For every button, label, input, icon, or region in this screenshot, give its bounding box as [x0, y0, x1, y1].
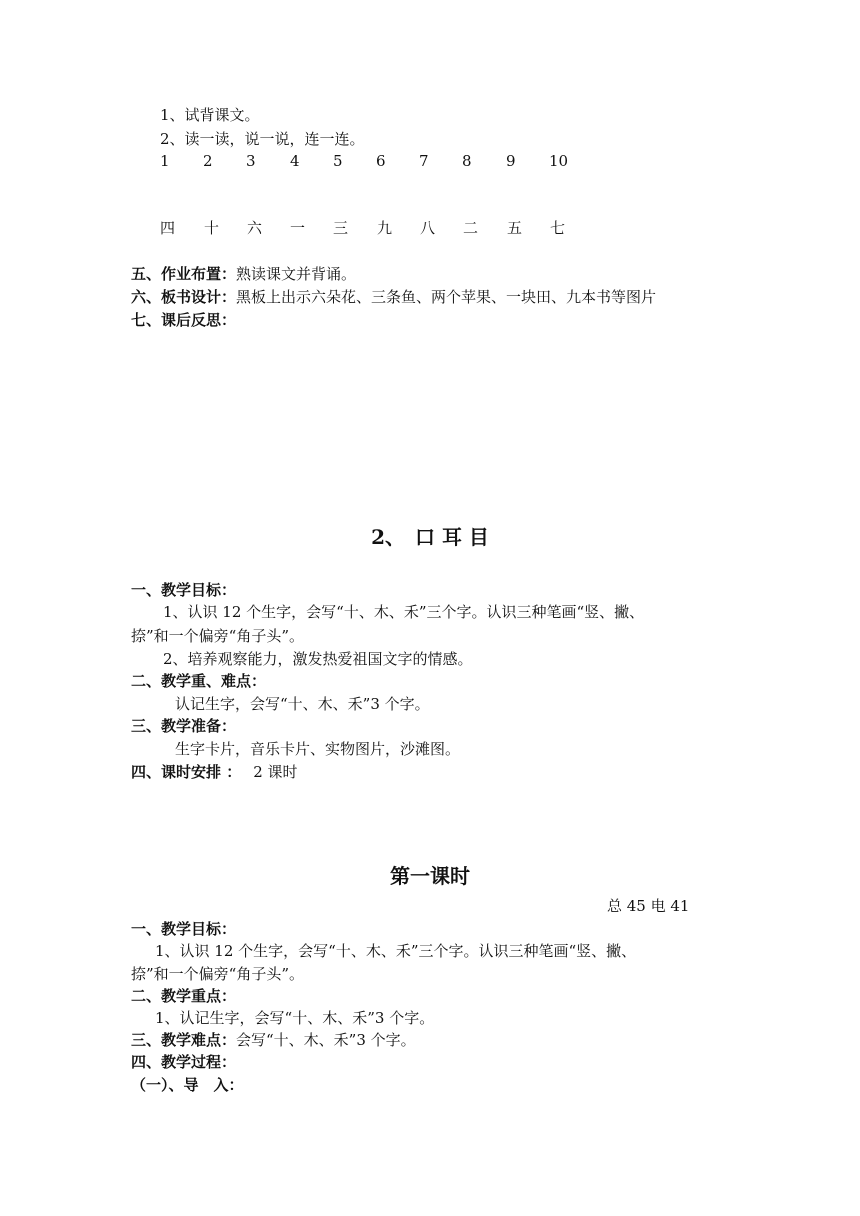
lesson-goals-label: 一、教学目标： — [131, 581, 237, 599]
lesson-prep-text: 生字卡片，音乐卡片、实物图片，沙滩图。 — [175, 740, 461, 758]
reflection-section — [131, 310, 236, 330]
chinese-number-cell: 九 — [377, 219, 393, 237]
lesson-goal-1-line-1: 1、认识 12 个生字，会写“十、木、禾”三个字。认识三种笔画“竖、撇、 — [163, 603, 645, 621]
lesson-key-text: 认记生字，会写“十、木、禾”3 个字。 — [175, 695, 430, 713]
chinese-number-cell: 四 — [160, 219, 176, 237]
lesson-prep-label: 三、教学准备： — [131, 717, 237, 735]
period-difficulty-text: 会写“十、木、禾”3 个字。 — [236, 1031, 416, 1049]
homework-label: 五、作业布置： — [131, 265, 237, 283]
chinese-number-cell: 七 — [550, 219, 566, 237]
chinese-number-cell: 六 — [247, 219, 263, 237]
chinese-number-cell: 八 — [420, 219, 436, 237]
period-process-label: 四、教学过程： — [131, 1053, 237, 1071]
chinese-number-cell: 二 — [463, 219, 479, 237]
lesson-time-label: 四、课时安排 ： — [131, 763, 242, 781]
period-difficulty-label: 三、教学难点： — [131, 1031, 237, 1049]
lesson-goal-2: 2、培养观察能力，激发热爱祖国文字的情感。 — [163, 650, 473, 668]
lesson-title: 2、 口 耳 目 — [371, 525, 489, 549]
period-goal-1-line-2: 捺”和一个偏旁“角子头”。 — [131, 965, 305, 983]
number-cell: 10 — [549, 152, 569, 170]
chinese-number-cell: 一 — [290, 219, 306, 237]
homework-text: 熟读课文并背诵。 — [236, 265, 357, 283]
number-cell: 5 — [333, 152, 343, 170]
numbers-row — [0, 151, 860, 171]
period-intro-label: （一）、导 入： — [131, 1076, 244, 1094]
chinese-numbers-row — [0, 218, 860, 238]
number-cell: 7 — [419, 152, 429, 170]
board-design-section — [131, 287, 656, 307]
board-design-label: 六、板书设计： — [131, 288, 237, 306]
exercise-item-2: 2、读一读，说一说，连一连。 — [160, 130, 365, 148]
number-cell: 4 — [290, 152, 300, 170]
exercise-item-1: 1、试背课文。 — [160, 106, 260, 124]
chinese-number-cell: 五 — [507, 219, 523, 237]
lesson-time-section — [131, 762, 298, 782]
number-cell: 9 — [506, 152, 516, 170]
chinese-number-cell: 十 — [204, 219, 220, 237]
lesson-goal-1-line-2: 捺”和一个偏旁“角子头”。 — [131, 627, 305, 645]
board-design-text: 黑板上出示六朵花、三条鱼、两个苹果、一块田、九本书等图片 — [236, 288, 657, 306]
chinese-number-cell: 三 — [333, 219, 349, 237]
period-difficulty-section — [131, 1030, 416, 1050]
number-cell: 1 — [160, 152, 170, 170]
number-cell: 6 — [376, 152, 386, 170]
homework-section — [131, 264, 356, 284]
lesson-key-label: 二、教学重、难点： — [131, 672, 267, 690]
number-cell: 3 — [246, 152, 256, 170]
reflection-label: 七、课后反思： — [131, 311, 237, 329]
period-key-text: 1、认记生字，会写“十、木、禾”3 个字。 — [155, 1009, 435, 1027]
period-key-label: 二、教学重点： — [131, 987, 237, 1005]
period-title: 第一课时 — [390, 864, 470, 888]
period-code: 总 45 电 41 — [607, 897, 690, 915]
period-goals-label: 一、教学目标： — [131, 920, 237, 938]
number-cell: 2 — [203, 152, 213, 170]
number-cell: 8 — [462, 152, 472, 170]
period-goal-1-line-1: 1、认识 12 个生字，会写“十、木、禾”三个字。认识三种笔画“竖、撇、 — [155, 942, 637, 960]
lesson-time-text: 2 课时 — [253, 763, 298, 781]
